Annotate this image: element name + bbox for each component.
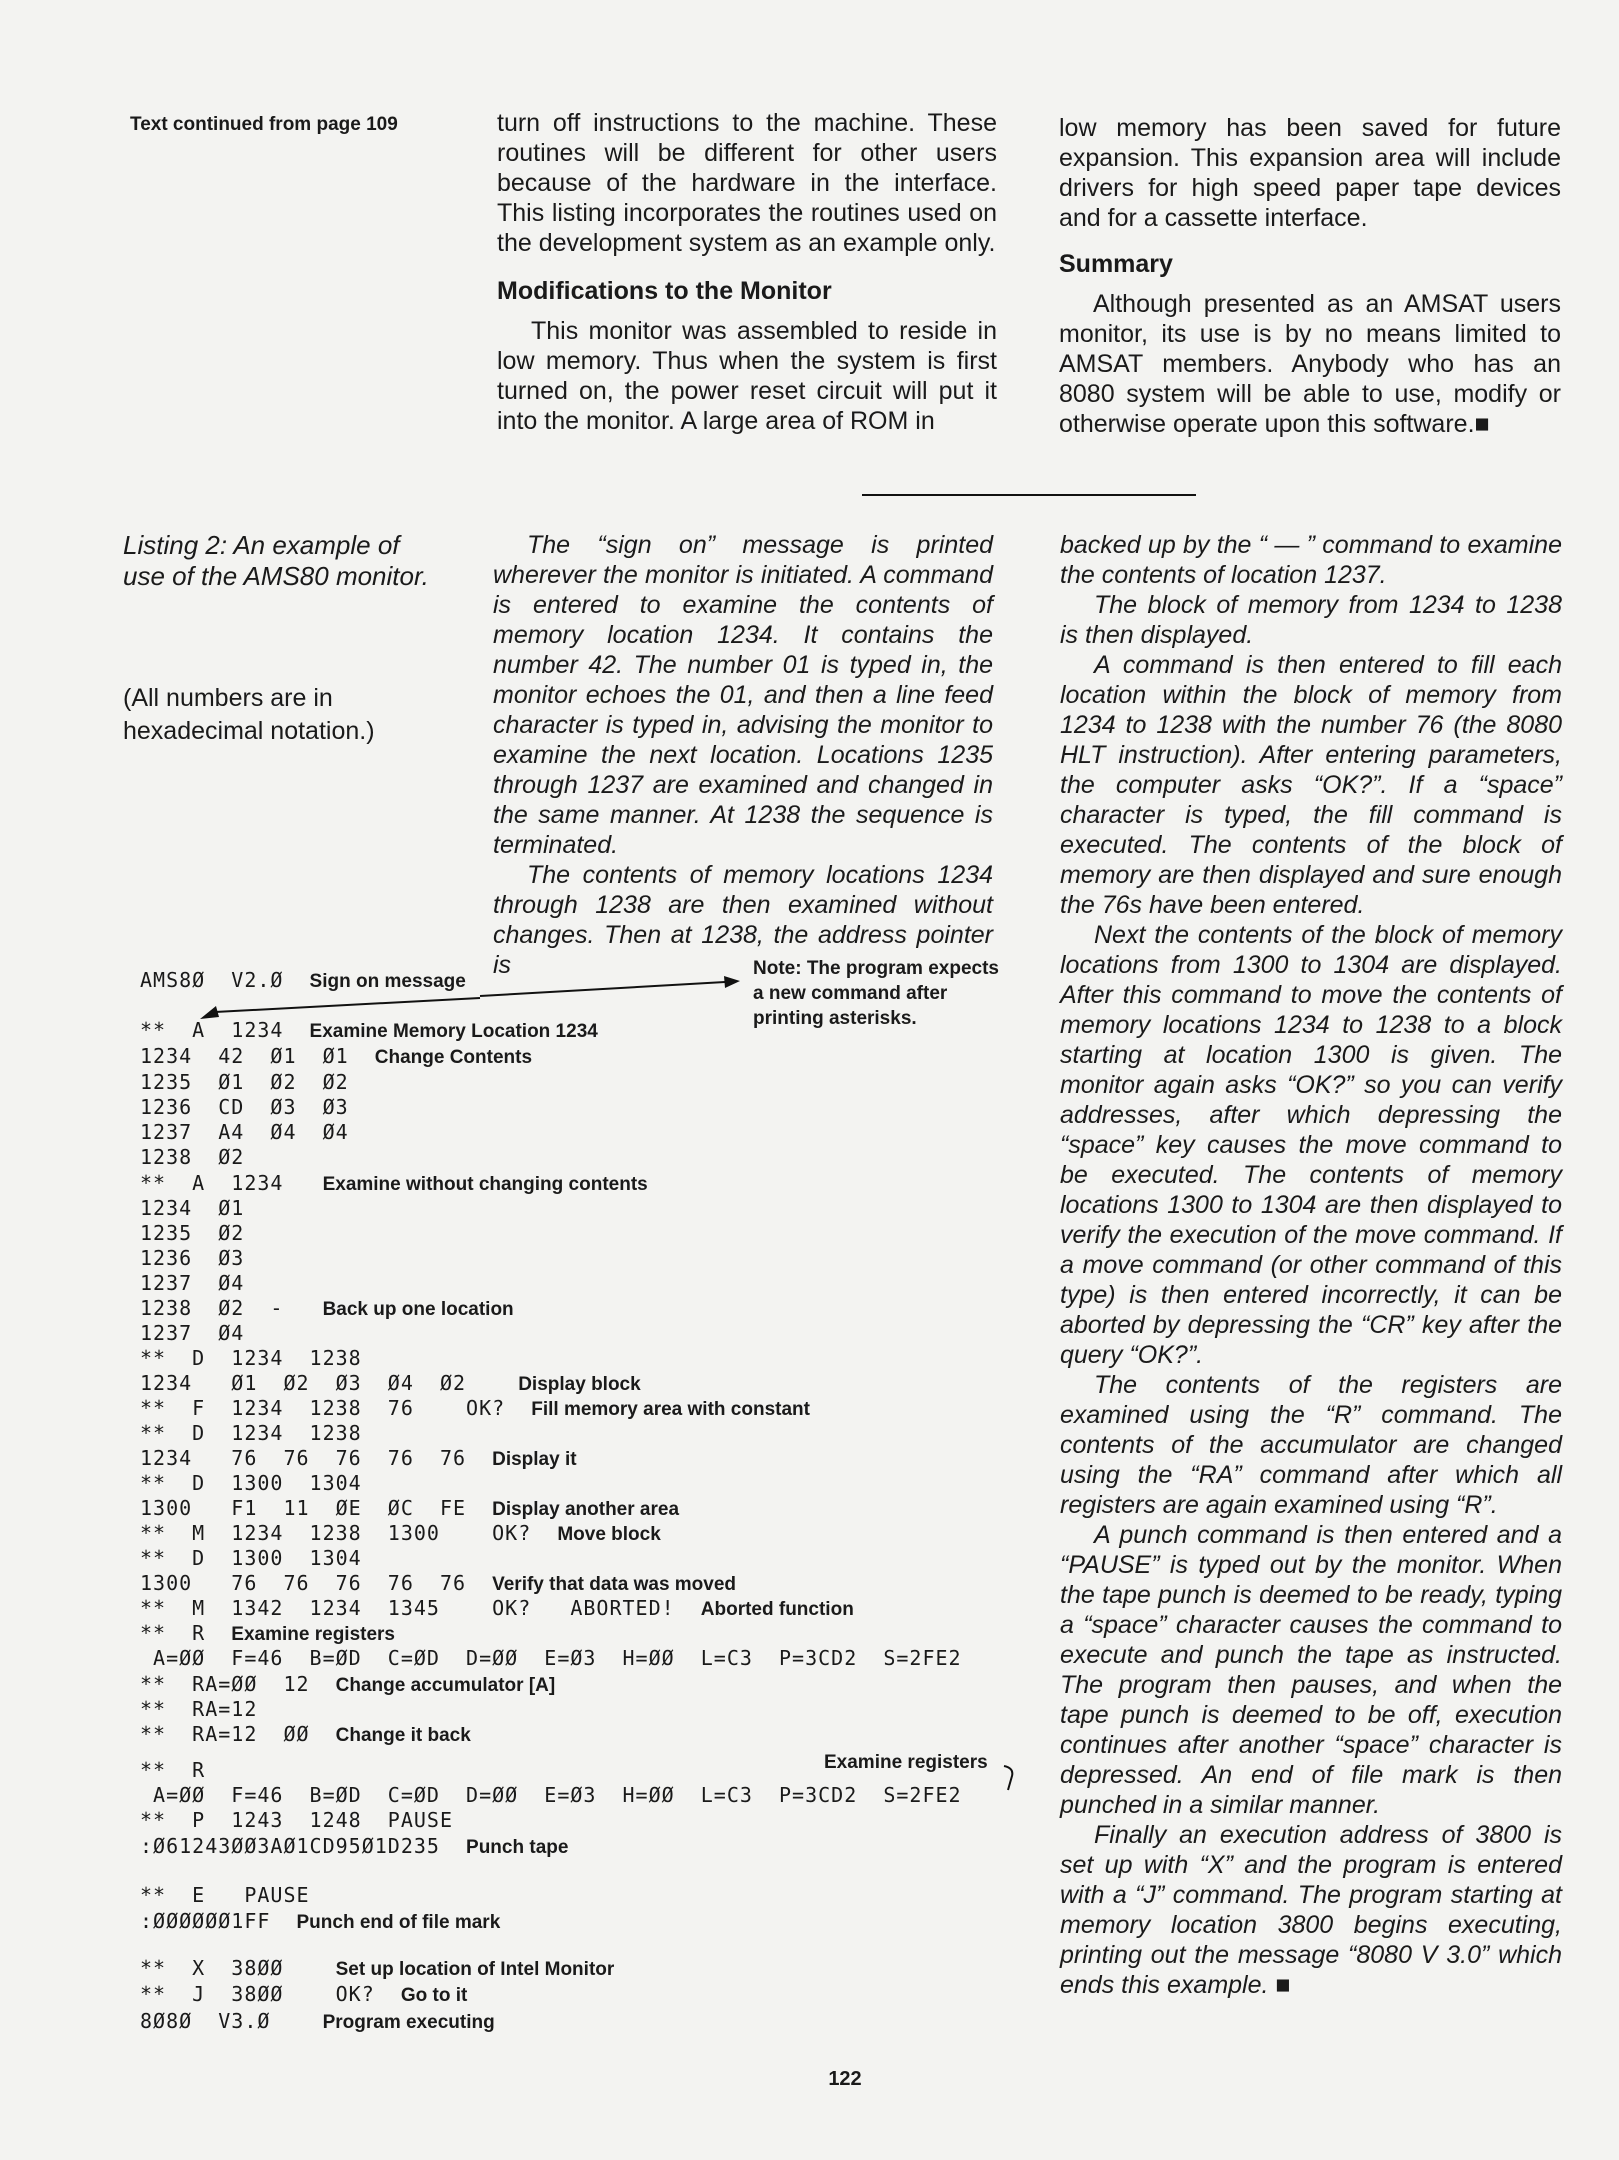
top-right-paragraph-1: low memory has been saved for future expansion. This expansion area will include drivers for high speed paper tape devices and for a cassette interface.: [1059, 114, 1561, 232]
listing-line: ** R Examine registers: [140, 1621, 395, 1645]
listing-line: AMS8Ø V2.Ø Sign on message: [140, 968, 466, 992]
listing-line: ** D 1234 1238: [140, 1346, 362, 1370]
hexadecimal-note: (All numbers are in hexadecimal notation.): [123, 684, 375, 745]
listing-line: ** E PAUSE: [140, 1883, 310, 1907]
listing-line: ** A 1234 Examine Memory Location 1234: [140, 1018, 598, 1042]
listing-line: 1238 Ø2 - Back up one location: [140, 1296, 514, 1320]
listing-line: ** RA=ØØ 12 Change accumulator [A]: [140, 1672, 556, 1696]
listing-line: A=ØØ F=46 B=ØD C=ØD D=ØØ E=Ø3 H=ØØ L=C3 P=3CD2 S=2FE2: [140, 1646, 962, 1670]
listing-line: ** X 38ØØ Set up location of Intel Monitor: [140, 1956, 615, 1980]
right-paragraph-6: A punch command is then entered and a “PAUSE” is typed out by the monitor. When the tape punch is deemed to be ready, typing a “space” character causes the command to execute and punch the tape as instructed. The program then pauses, and when the tape punch is deemed to be off, execution continues after another “space” character is depressed. An end of file mark is then punched in a similar manner.: [1060, 1521, 1562, 1819]
listing-line: ** R: [140, 1758, 206, 1782]
listing-line: 1236 Ø3: [140, 1246, 245, 1270]
listing-note: Note: The program expects a new command after printing asterisks.: [753, 958, 999, 1029]
listing-line: ** P 1243 1248 PAUSE: [140, 1808, 453, 1832]
arrow-to-asterisks: [200, 998, 480, 1019]
listing-line: ** D 1234 1238: [140, 1421, 362, 1445]
listing-line: 1234 42 Ø1 Ø1 Change Contents: [140, 1044, 533, 1068]
listing-line: 1235 Ø2: [140, 1221, 245, 1245]
listing-line: 1237 Ø4: [140, 1271, 245, 1295]
listing-line: ** M 1342 1234 1345 OK? ABORTED! Aborted function: [140, 1596, 854, 1620]
examine-registers-pointer: [1004, 1766, 1012, 1790]
listing-line: 8Ø8Ø V3.Ø Program executing: [140, 2009, 495, 2033]
listing-line: ** RA=12: [140, 1697, 258, 1721]
listing-line: 1300 F1 11 ØE ØC FE Display another area: [140, 1496, 680, 1520]
middle-paragraph-1: The “sign on” message is printed wherever the monitor is initiated. A command is entered to examine the contents of memory location 1234. It contains the number 42. The number 01 is typed in, the monitor echoes the 01, and then a line feed character is typed in, advising the monitor to examine the next location. Locations 1235 through 1237 are examined and changed in the same manner. At 1238 the sequence is terminated.: [493, 531, 993, 859]
end-mark-final: ■: [1275, 1971, 1291, 1999]
listing-line: :Ø61243ØØ3AØ1CD95Ø1D235 Punch tape: [140, 1834, 569, 1858]
listing-line: 1300 76 76 76 76 76 Verify that data was moved: [140, 1571, 737, 1595]
listing-line: ** F 1234 1238 76 OK? Fill memory area with constant: [140, 1396, 810, 1420]
listing-line: 1235 Ø1 Ø2 Ø2: [140, 1070, 349, 1094]
listing-line: 1234 Ø1: [140, 1196, 245, 1220]
right-paragraph-2: The block of memory from 1234 to 1238 is then displayed.: [1060, 591, 1562, 649]
continued-note: Text continued from page 109: [130, 114, 398, 135]
page-number: 122: [828, 2068, 862, 2090]
listing-line: 1234 76 76 76 76 76 Display it: [140, 1446, 577, 1470]
right-paragraph-5: The contents of the registers are examined using the “R” command. The contents of the accumulator are changed using the “RA” command after which all registers are again examined using “R”.: [1060, 1371, 1562, 1519]
examine-registers-note: Examine registers: [824, 1752, 988, 1773]
listing-line: 1237 A4 Ø4 Ø4: [140, 1120, 349, 1144]
listing-line: ** D 1300 1304: [140, 1546, 362, 1570]
right-paragraph-3: A command is then entered to fill each location within the block of memory from 1234 to 1238 with the number 76 (the 8080 HLT instruction). After entering parameters, the computer asks “OK?”. If a “space” character is typed, the fill command is executed. The contents of the block of memory are then displayed and sure enough the 76s have been entered.: [1060, 651, 1562, 919]
listing-caption: Listing 2: An example of use of the AMS80 monitor.: [123, 530, 429, 591]
listing-line: ** J 38ØØ OK? Go to it: [140, 1982, 468, 2006]
middle-paragraph-2: The contents of memory locations 1234 through 1238 are then examined without changes. Then at 1238, the address pointer is: [493, 861, 993, 979]
summary-text: Although presented as an AMSAT users monitor, its use is by no means limited to AMSAT members. Anybody who has an 8080 system will be able to use, modify or otherwise operate upon this software.: [1059, 290, 1561, 438]
section-heading-summary: Summary: [1059, 250, 1173, 278]
arrow-to-note: [480, 976, 740, 996]
listing-line: ** M 1234 1238 1300 OK? Move block: [140, 1521, 661, 1545]
listing-line: ** RA=12 ØØ Change it back: [140, 1722, 471, 1746]
listing-line: 1234 Ø1 Ø2 Ø3 Ø4 Ø2 Display block: [140, 1371, 641, 1395]
listing-line: A=ØØ F=46 B=ØD C=ØD D=ØØ E=Ø3 H=ØØ L=C3 P=3CD2 S=2FE2: [140, 1783, 962, 1807]
final-paragraph-text: Finally an execution address of 3800 is set up with “X” and the program is entered with a “J” command. The program starting at memory location 3800 begins executing, printing out the message “8080 V 3.0” which ends this example.: [1060, 1821, 1562, 1999]
section-heading-modifications: Modifications to the Monitor: [497, 277, 832, 305]
listing-line: ** D 1300 1304: [140, 1471, 362, 1495]
top-mid-paragraph-2: This monitor was assembled to reside in low memory. Thus when the system is first turned on, the power reset circuit will put it into the monitor. A large area of ROM in: [497, 317, 997, 435]
end-mark: ■: [1474, 410, 1490, 438]
listing-line: 1237 Ø4: [140, 1321, 245, 1345]
right-paragraph-4: Next the contents of the block of memory locations from 1300 to 1304 are displayed. After this command to move the contents of memory locations 1234 to 1238 to a block starting at location 1300 is given. The monitor again asks “OK?” so you can verify addresses, after which depressing the “space” key causes the move command to be executed. The contents of memory locations 1300 to 1304 are then displayed to verify the execution of the move command. If a move command (or other command of this type) is then entered incorrectly, it can be aborted by depressing the “CR” key after the query “OK?”.: [1060, 921, 1562, 1369]
listing-line: :ØØØØØØ1FF Punch end of file mark: [140, 1909, 501, 1933]
listing-line: ** A 1234 Examine without changing contents: [140, 1171, 648, 1195]
listing-line: 1238 Ø2: [140, 1145, 245, 1169]
listing-line: 1236 CD Ø3 Ø3: [140, 1095, 349, 1119]
right-paragraph-1: backed up by the “ — ” command to examine the contents of location 1237.: [1060, 531, 1562, 589]
top-mid-paragraph-1: turn off instructions to the machine. These routines will be different for other users because of the hardware in the interface. This listing incorporates the routines used on the development system as an example only.: [497, 109, 997, 257]
